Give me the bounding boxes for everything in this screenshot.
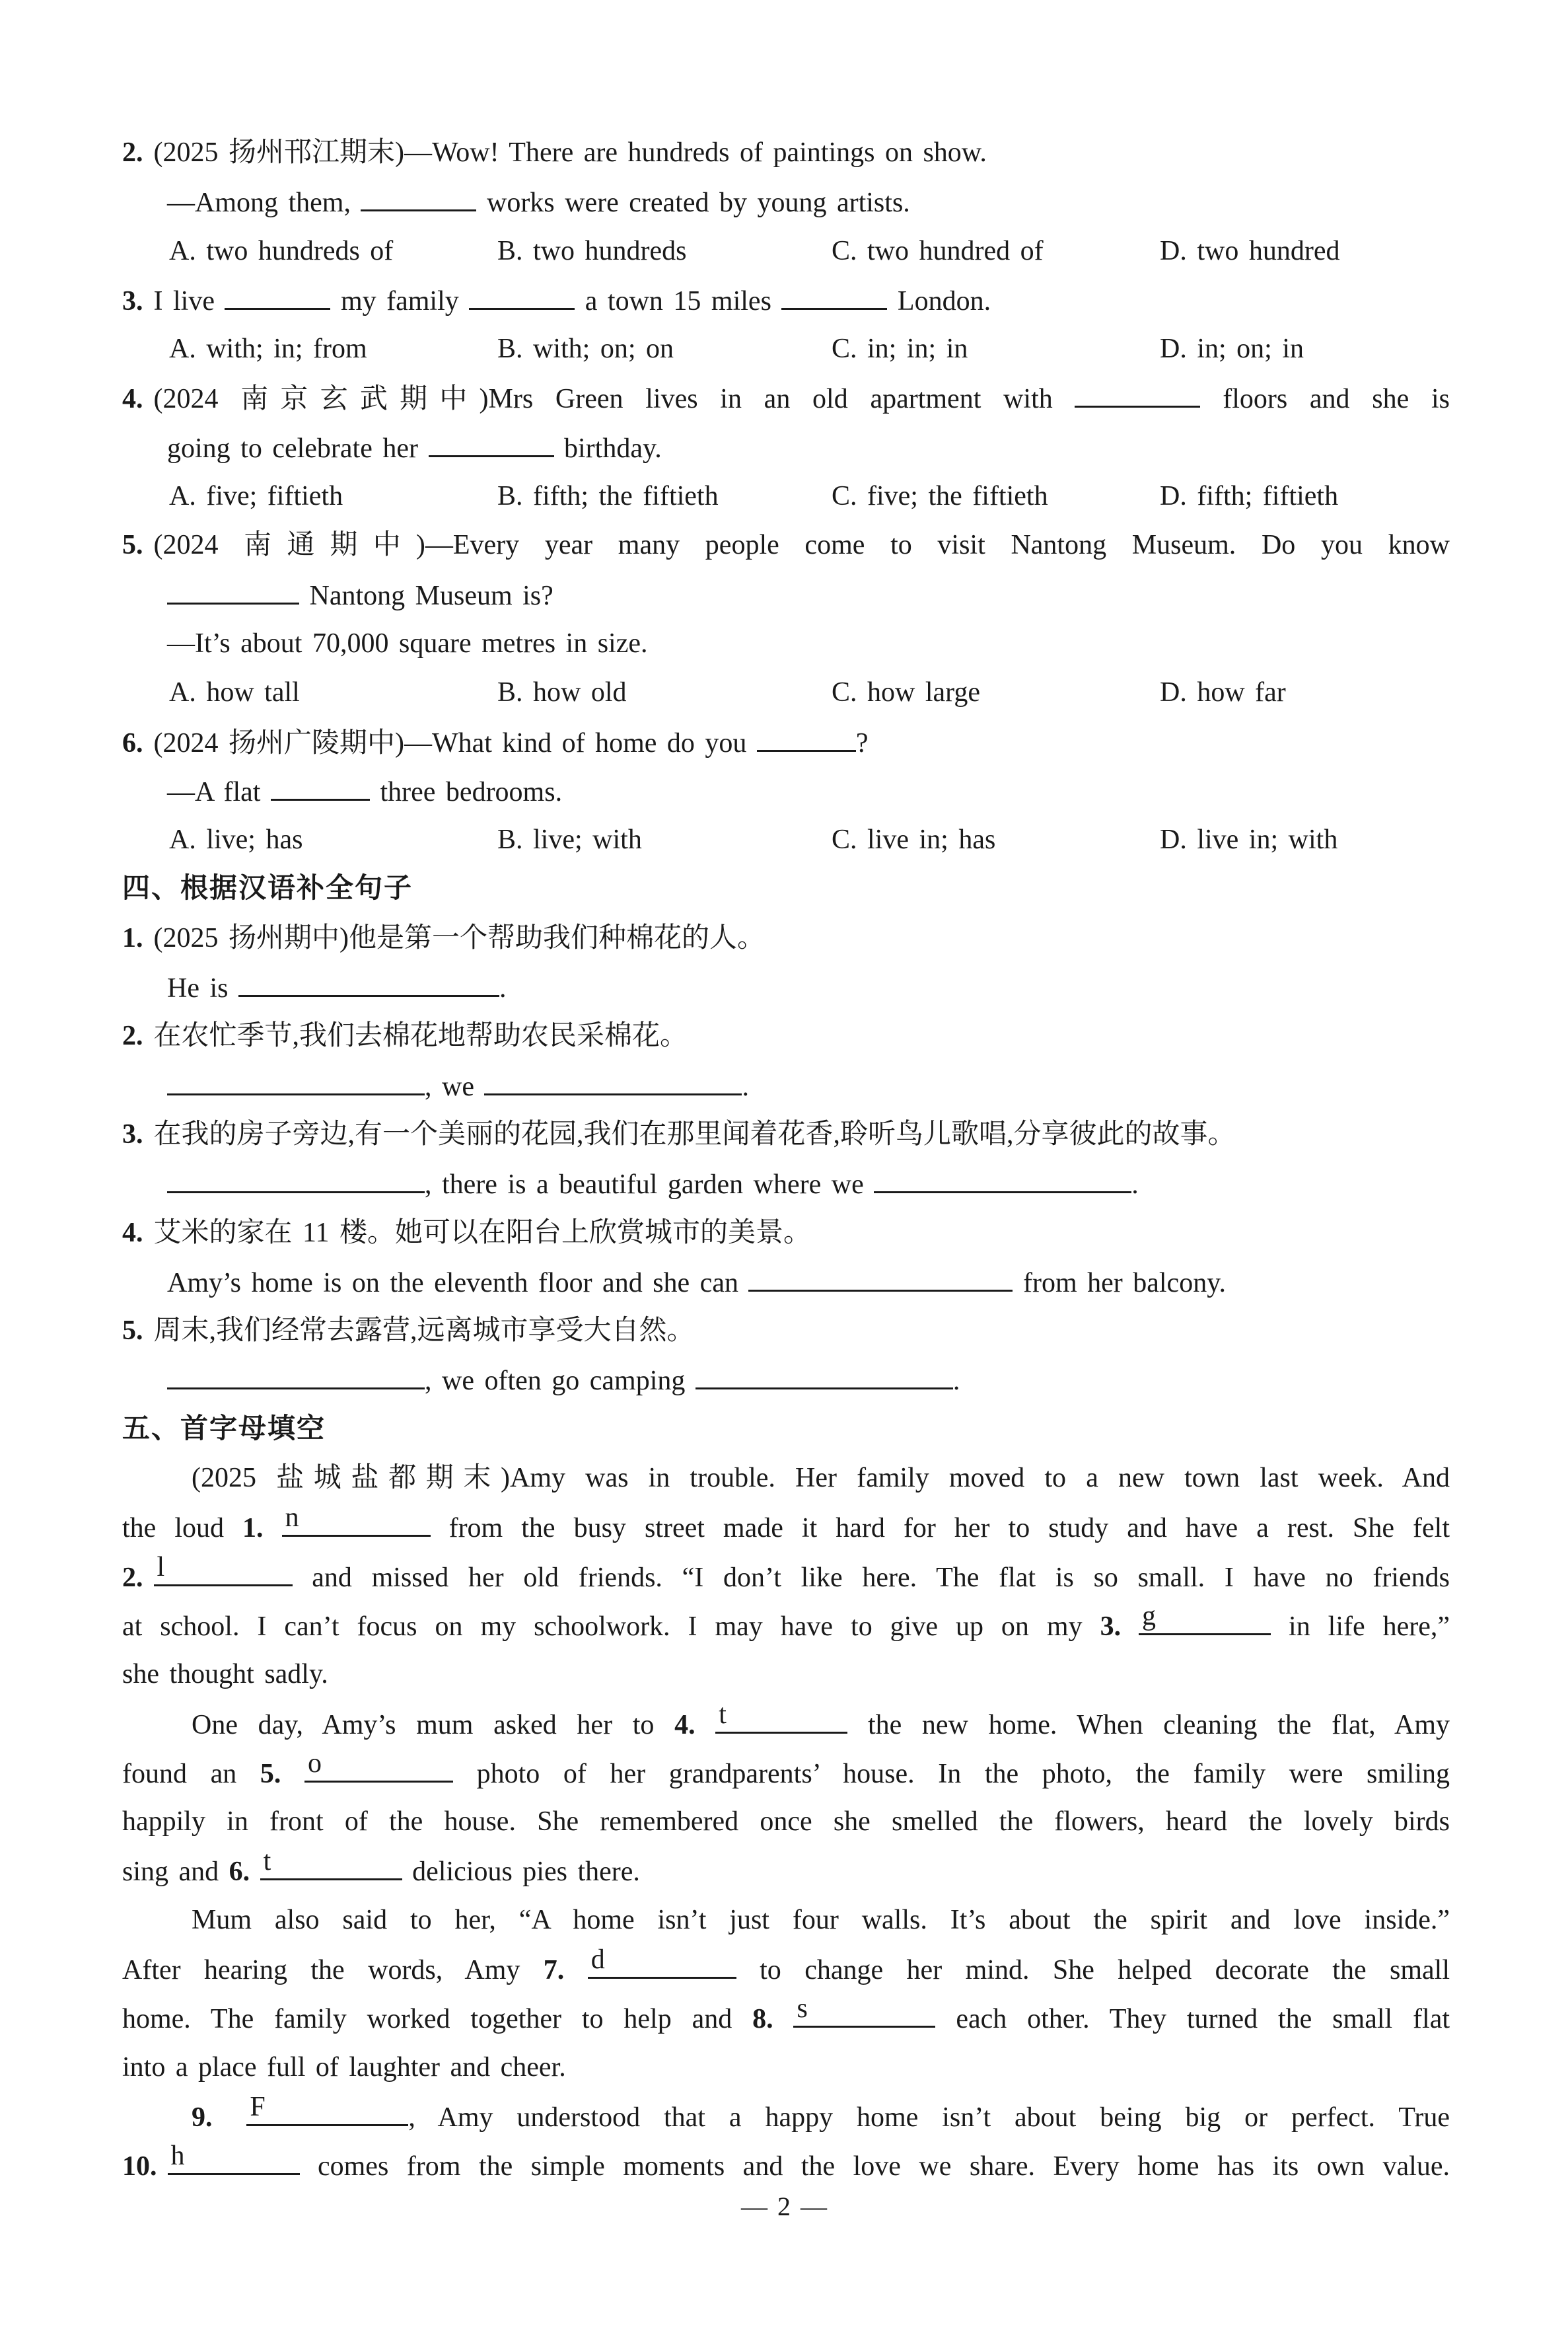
text-run: London. bbox=[887, 285, 991, 316]
text-run: 在我的房子旁边,有一个美丽的花园,我们在那里闻着花香,聆听鸟儿歌唱,分享彼此的故事。 bbox=[153, 1119, 1236, 1150]
text-run: photo of her grandparents’ house. In the photo, the family were smiling bbox=[453, 1758, 1450, 1789]
text-run: going to celebrate her bbox=[167, 433, 429, 464]
option-B: B. how old bbox=[497, 677, 627, 708]
text-run bbox=[223, 2102, 247, 2133]
text-run: I live bbox=[153, 285, 225, 316]
item-number: 6. bbox=[122, 727, 143, 758]
text-run: in life here,” bbox=[1271, 1611, 1450, 1642]
item-number: 2. bbox=[122, 137, 143, 168]
text-run: floors and she is bbox=[1200, 384, 1450, 415]
item-number: 8. bbox=[752, 2004, 773, 2035]
answer-blank bbox=[757, 718, 856, 752]
item-number: 1. bbox=[242, 1513, 264, 1544]
text-run: (2024 扬州广陵期中)—What kind of home do you bbox=[153, 727, 757, 758]
item-number: 5. bbox=[122, 1315, 143, 1347]
page-footer bbox=[0, 2182, 1568, 2231]
text-run: (2024 南京玄武期中)Mrs Green lives in an old apartment with bbox=[153, 384, 1075, 415]
page-number: — 2 — bbox=[741, 2192, 827, 2221]
answer-blank bbox=[238, 963, 499, 997]
answer-blank bbox=[484, 1061, 742, 1095]
passage-p1-l5 bbox=[122, 1650, 1450, 1699]
item-number: 4. bbox=[122, 384, 143, 415]
answer-blank: d bbox=[588, 1944, 736, 1979]
text-run: three bedrooms. bbox=[369, 776, 563, 807]
item-number: 2. bbox=[122, 1562, 143, 1593]
option-D: D. two hundred bbox=[1160, 235, 1340, 266]
passage-p1-l1 bbox=[122, 1454, 1450, 1502]
option-C: C. how large bbox=[832, 677, 981, 708]
cn-item-2-answer bbox=[122, 1061, 1450, 1110]
passage-p3-l3 bbox=[122, 1993, 1450, 2042]
text-run: the new home. When cleaning the flat, Amy bbox=[847, 1709, 1450, 1740]
text-run: . bbox=[499, 973, 507, 1004]
text-run: she thought sadly. bbox=[122, 1659, 328, 1690]
question-5-options bbox=[122, 668, 1450, 717]
text-run: from the busy street made it hard for her to study and have a rest. She felt bbox=[430, 1513, 1450, 1544]
item-number: 4. bbox=[674, 1709, 695, 1740]
cn-item-4-answer bbox=[122, 1257, 1450, 1306]
text-run: . bbox=[742, 1071, 749, 1102]
question-2-stem bbox=[122, 128, 1450, 177]
text-run: , we bbox=[425, 1071, 485, 1102]
option-D: D. live in; with bbox=[1160, 825, 1338, 856]
text-run: Nantong Museum is? bbox=[299, 580, 553, 611]
section-heading-text: 四、根据汉语补全句子 bbox=[122, 873, 413, 904]
text-run bbox=[264, 1513, 282, 1543]
text-run bbox=[250, 1857, 260, 1887]
text-run: . bbox=[952, 1366, 960, 1397]
text-run: He is bbox=[167, 973, 238, 1004]
passage-p1-l3 bbox=[122, 1552, 1450, 1601]
item-number: 4. bbox=[122, 1217, 143, 1248]
section-heading-text: 五、首字母填空 bbox=[122, 1413, 326, 1444]
text-run: . bbox=[1131, 1169, 1139, 1200]
answer-blank bbox=[167, 1159, 425, 1193]
passage-p1-l2 bbox=[122, 1502, 1450, 1551]
text-run: sing and bbox=[122, 1857, 229, 1888]
item-number: 3. bbox=[122, 1119, 143, 1150]
text-run: to change her mind. She helped decorate the small bbox=[736, 1954, 1450, 1985]
text-run: 艾米的家在 11 楼。她可以在阳台上欣赏城市的美景。 bbox=[153, 1217, 811, 1248]
cn-item-1-prompt bbox=[122, 914, 1450, 963]
answer-blank bbox=[874, 1159, 1131, 1193]
text-run: (2025 扬州期中)他是第一个帮助我们种棉花的人。 bbox=[153, 922, 765, 953]
text-run: , we often go camping bbox=[425, 1366, 695, 1397]
text-run: , there is a beautiful garden where we bbox=[425, 1169, 874, 1200]
text-run: and missed her old friends. “I don’t like here. The flat is so small. I have no friends bbox=[292, 1562, 1450, 1593]
item-number: 2. bbox=[122, 1021, 143, 1052]
text-run bbox=[281, 1759, 304, 1789]
answer-blank: l bbox=[154, 1552, 293, 1586]
text-run: a town 15 miles bbox=[575, 285, 782, 316]
question-6-options bbox=[122, 815, 1450, 864]
option-B: B. two hundreds bbox=[497, 235, 687, 266]
passage-p2-l1 bbox=[122, 1699, 1450, 1748]
question-3-stem bbox=[122, 276, 1450, 324]
text-run: —It’s about 70,000 square metres in size. bbox=[167, 628, 648, 659]
question-5-stem-2 bbox=[122, 570, 1450, 619]
text-run bbox=[695, 1710, 716, 1740]
question-5-stem bbox=[122, 521, 1450, 570]
text-run: found an bbox=[122, 1758, 260, 1789]
cn-item-1-answer bbox=[122, 963, 1450, 1012]
answer-blank bbox=[225, 276, 330, 310]
answer-blank bbox=[469, 276, 575, 310]
passage-p4-l1 bbox=[122, 2092, 1450, 2141]
answer-blank bbox=[748, 1257, 1013, 1292]
text-run: the loud bbox=[122, 1513, 243, 1544]
question-3-options bbox=[122, 324, 1450, 373]
answer-blank bbox=[781, 276, 887, 310]
option-B: B. with; on; on bbox=[497, 334, 674, 365]
text-run: at school. I can’t focus on my schoolwork. I may have to give up on my bbox=[122, 1611, 1100, 1642]
answer-blank: h bbox=[168, 2141, 300, 2175]
item-number: 9. bbox=[192, 2102, 213, 2133]
option-D: D. fifth; fiftieth bbox=[1160, 481, 1339, 512]
option-D: D. how far bbox=[1160, 677, 1286, 708]
text-run: —Among them, bbox=[167, 188, 361, 219]
passage-p2-l3 bbox=[122, 1797, 1450, 1846]
cn-item-2-prompt bbox=[122, 1012, 1450, 1060]
question-6-stem bbox=[122, 718, 1450, 766]
text-run: my family bbox=[330, 285, 470, 316]
passage-p3-l1 bbox=[122, 1896, 1450, 1944]
section-four-heading bbox=[122, 864, 1450, 913]
answer-blank bbox=[271, 766, 370, 801]
answer-blank bbox=[429, 423, 554, 457]
text-run: from her balcony. bbox=[1013, 1267, 1226, 1298]
text-run bbox=[773, 2004, 794, 2034]
item-number: 3. bbox=[122, 285, 143, 316]
option-A: A. two hundreds of bbox=[169, 235, 394, 266]
passage-p3-l2 bbox=[122, 1944, 1450, 1993]
option-C: C. two hundred of bbox=[832, 235, 1044, 266]
option-C: C. live in; has bbox=[832, 825, 996, 856]
section-five-heading bbox=[122, 1405, 1450, 1454]
item-number: 7. bbox=[543, 1954, 565, 1985]
cn-item-5-answer bbox=[122, 1355, 1450, 1404]
document-content bbox=[122, 128, 1450, 2190]
answer-blank: o bbox=[304, 1748, 453, 1783]
answer-blank: t bbox=[715, 1699, 847, 1734]
question-2-stem-2 bbox=[122, 177, 1450, 226]
cn-item-4-prompt bbox=[122, 1208, 1450, 1257]
text-run: (2024 南通期中)—Every year many people come to visit Nantong Museum. Do you know bbox=[153, 530, 1450, 561]
answer-blank: F bbox=[246, 2092, 408, 2126]
option-C: C. in; in; in bbox=[832, 334, 968, 365]
answer-blank: s bbox=[793, 1993, 935, 2028]
question-4-options bbox=[122, 472, 1450, 521]
answer-blank: g bbox=[1139, 1601, 1271, 1635]
text-run: birthday. bbox=[553, 433, 662, 464]
text-run: works were created by young artists. bbox=[476, 188, 910, 219]
answer-blank bbox=[695, 1355, 953, 1389]
question-4-stem bbox=[122, 373, 1450, 422]
text-run: happily in front of the house. She remembered once she smelled the flowers, heard the lovely birds bbox=[122, 1806, 1450, 1837]
question-2-options bbox=[122, 227, 1450, 276]
cn-item-3-prompt bbox=[122, 1110, 1450, 1159]
cn-item-3-answer bbox=[122, 1159, 1450, 1208]
item-number: 6. bbox=[229, 1857, 250, 1888]
text-run: 周末,我们经常去露营,远离城市享受大自然。 bbox=[153, 1315, 695, 1347]
text-run: (2025 扬州邗江期末)—Wow! There are hundreds of paintings on show. bbox=[153, 137, 987, 168]
text-run bbox=[564, 1955, 587, 1985]
text-run: ? bbox=[855, 727, 869, 758]
answer-blank bbox=[167, 570, 299, 605]
text-run: 在农忙季节,我们去棉花地帮助农民采棉花。 bbox=[153, 1021, 688, 1052]
option-A: A. live; has bbox=[169, 825, 303, 856]
answer-blank bbox=[1075, 373, 1200, 408]
item-number: 3. bbox=[1100, 1611, 1122, 1642]
text-run: Amy’s home is on the eleventh floor and she can bbox=[167, 1267, 749, 1298]
answer-blank: t bbox=[260, 1846, 402, 1880]
text-run: comes from the simple moments and the love we share. Every home has its own value. bbox=[299, 2151, 1450, 2182]
question-6-stem-2 bbox=[122, 766, 1450, 815]
item-number: 1. bbox=[122, 922, 143, 953]
option-A: A. how tall bbox=[169, 677, 300, 708]
answer-blank: n bbox=[282, 1502, 431, 1537]
item-number: 5. bbox=[260, 1758, 281, 1789]
answer-blank bbox=[167, 1061, 425, 1095]
text-run: One day, Amy’s mum asked her to bbox=[192, 1709, 675, 1740]
question-4-stem-2 bbox=[122, 423, 1450, 472]
option-A: A. five; fiftieth bbox=[169, 481, 343, 512]
option-B: B. live; with bbox=[497, 825, 642, 856]
option-C: C. five; the fiftieth bbox=[832, 481, 1048, 512]
item-number: 10. bbox=[122, 2151, 157, 2182]
text-run: After hearing the words, Amy bbox=[122, 1954, 544, 1985]
passage-p1-l4 bbox=[122, 1601, 1450, 1650]
text-run: —A flat bbox=[167, 776, 271, 807]
text-run: home. The family worked together to help and bbox=[122, 2004, 753, 2035]
text-run bbox=[1121, 1611, 1139, 1642]
passage-p2-l4 bbox=[122, 1846, 1450, 1895]
text-run: Mum also said to her, “A home isn’t just four walls. It’s about the spirit and love inside.” bbox=[192, 1904, 1450, 1935]
question-5-stem-3 bbox=[122, 619, 1450, 668]
item-number: 5. bbox=[122, 530, 143, 561]
text-run: each other. They turned the small flat bbox=[935, 2004, 1450, 2035]
answer-blank bbox=[361, 177, 476, 211]
passage-p2-l2 bbox=[122, 1748, 1450, 1797]
cn-item-5-prompt bbox=[122, 1306, 1450, 1355]
option-A: A. with; in; from bbox=[169, 334, 367, 365]
option-D: D. in; on; in bbox=[1160, 334, 1304, 365]
text-run: (2025 盐城盐都期末)Amy was in trouble. Her family moved to a new town last week. And bbox=[192, 1463, 1450, 1494]
text-run: , Amy understood that a happy home isn’t about being big or perfect. True bbox=[408, 2102, 1450, 2133]
text-run: delicious pies there. bbox=[402, 1857, 640, 1888]
passage-p3-l4 bbox=[122, 2043, 1450, 2092]
text-run: into a place full of laughter and cheer. bbox=[122, 2051, 566, 2083]
option-B: B. fifth; the fiftieth bbox=[497, 481, 719, 512]
answer-blank bbox=[167, 1355, 425, 1389]
